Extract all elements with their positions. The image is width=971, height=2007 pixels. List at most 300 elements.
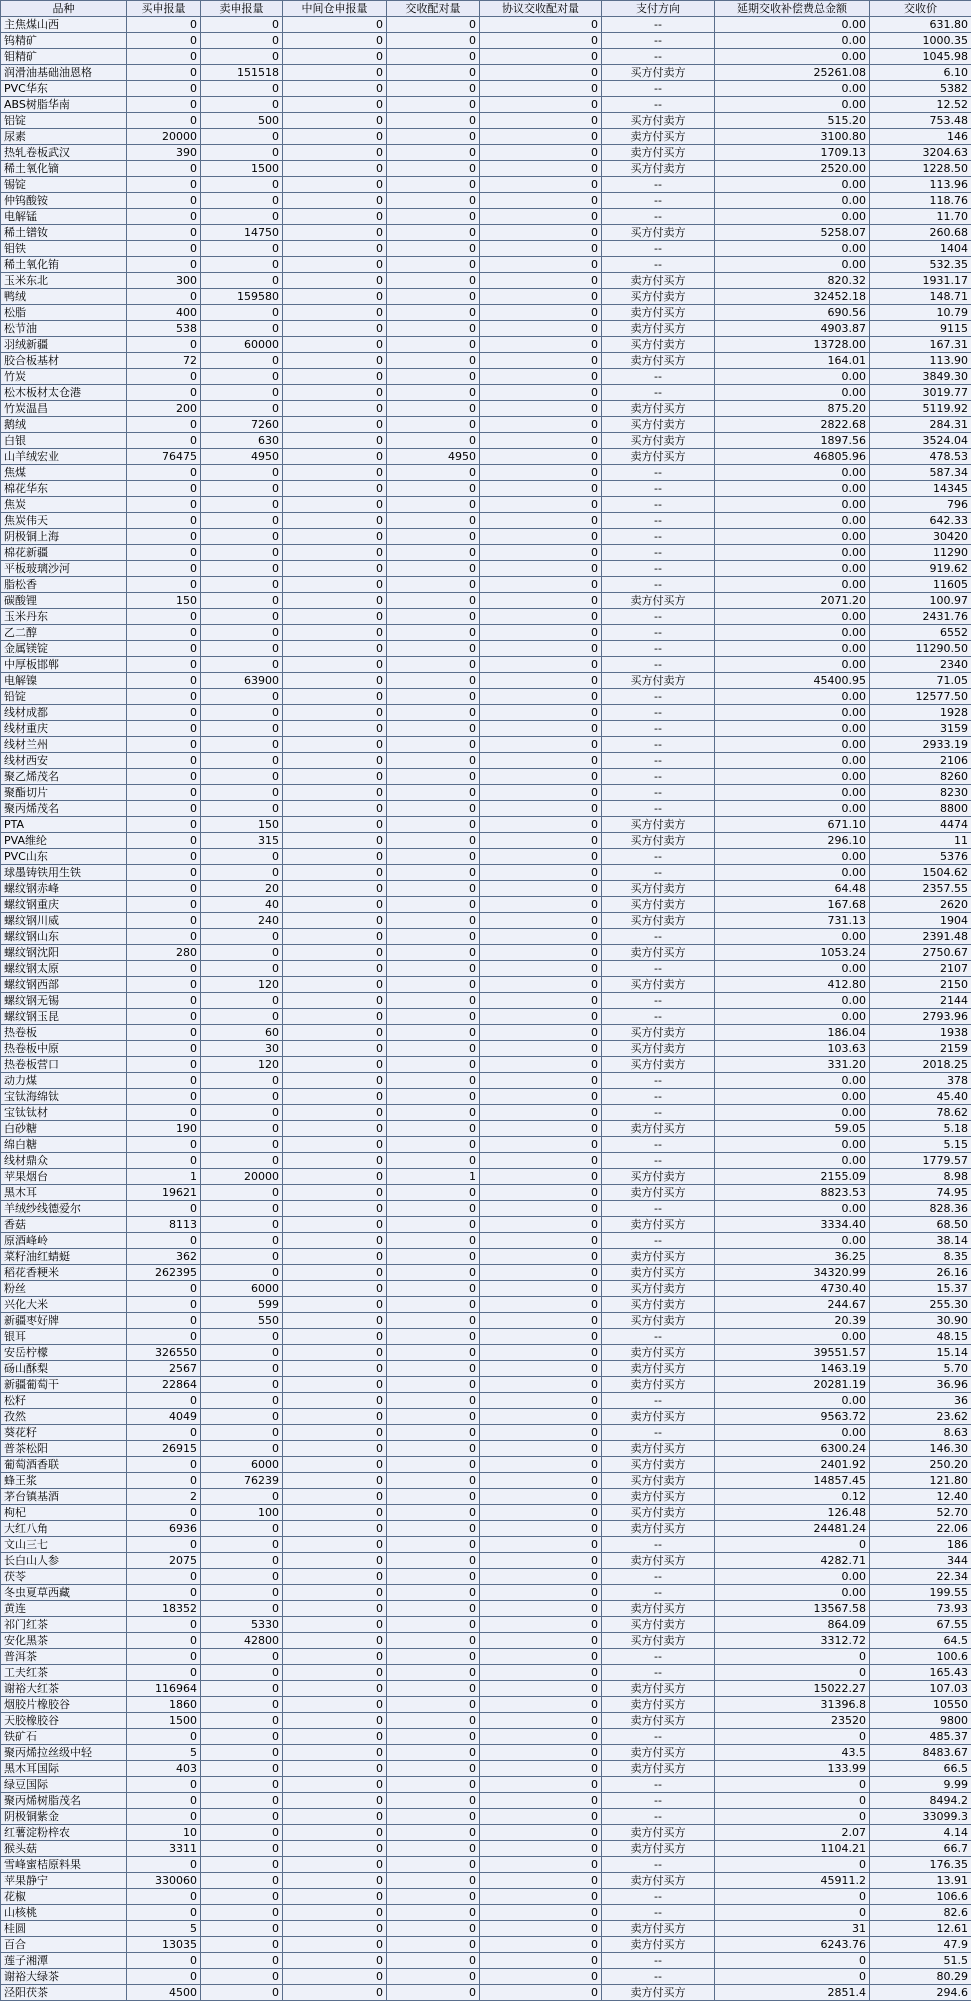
table-row: [1, 1329, 971, 1345]
settlement-price-cell: 67.55: [870, 1617, 971, 1633]
table-row: [1, 1937, 971, 1953]
settlement-price-cell: 66.5: [870, 1761, 971, 1777]
settlement-price-cell: 3204.63: [870, 145, 971, 161]
settlement-price-cell: 1779.57: [870, 1153, 971, 1169]
table-row: [1, 961, 971, 977]
buy-qty-cell: 5: [127, 1921, 201, 1937]
buy-qty-cell: 400: [127, 305, 201, 321]
matched-qty-cell: 0: [387, 577, 480, 593]
sell-qty-cell: 0: [201, 17, 283, 33]
sell-qty-cell: 0: [201, 785, 283, 801]
mid-warehouse-qty-cell: 0: [283, 545, 387, 561]
agreement-matched-qty-cell: 0: [480, 193, 602, 209]
matched-qty-cell: 0: [387, 673, 480, 689]
variety-cell: 胶合板基材: [1, 353, 127, 369]
variety-cell: 松籽: [1, 1393, 127, 1409]
compensation-total-cell: 0.00: [715, 465, 870, 481]
table-row: [1, 401, 971, 417]
sell-qty-cell: 20: [201, 881, 283, 897]
table-row: [1, 417, 971, 433]
compensation-total-cell: 1104.21: [715, 1841, 870, 1857]
table-row: [1, 1729, 971, 1745]
matched-qty-cell: 0: [387, 977, 480, 993]
table-row: [1, 705, 971, 721]
settlement-price-cell: 2391.48: [870, 929, 971, 945]
agreement-matched-qty-cell: 0: [480, 449, 602, 465]
table-row: [1, 753, 971, 769]
matched-qty-cell: 0: [387, 1697, 480, 1713]
payment-direction-cell: --: [602, 465, 715, 481]
buy-qty-cell: 0: [127, 1073, 201, 1089]
variety-cell: 竹炭: [1, 369, 127, 385]
sell-qty-cell: 0: [201, 369, 283, 385]
mid-warehouse-qty-cell: 0: [283, 49, 387, 65]
mid-warehouse-qty-cell: 0: [283, 1841, 387, 1857]
sell-qty-cell: 6000: [201, 1457, 283, 1473]
mid-warehouse-qty-cell: 0: [283, 1777, 387, 1793]
payment-direction-cell: --: [602, 1889, 715, 1905]
matched-qty-cell: 0: [387, 177, 480, 193]
matched-qty-cell: 0: [387, 1633, 480, 1649]
variety-cell: 茯苓: [1, 1569, 127, 1585]
table-row: [1, 1297, 971, 1313]
matched-qty-cell: 0: [387, 897, 480, 913]
settlement-price-cell: 113.96: [870, 177, 971, 193]
payment-direction-cell: 买方付卖方: [602, 1169, 715, 1185]
compensation-total-cell: 671.10: [715, 817, 870, 833]
settlement-price-cell: 5.18: [870, 1121, 971, 1137]
table-row: [1, 913, 971, 929]
table-row: [1, 369, 971, 385]
buy-qty-cell: 330060: [127, 1873, 201, 1889]
payment-direction-cell: --: [602, 97, 715, 113]
agreement-matched-qty-cell: 0: [480, 961, 602, 977]
agreement-matched-qty-cell: 0: [480, 161, 602, 177]
table-row: [1, 1617, 971, 1633]
settlement-price-cell: 107.03: [870, 1681, 971, 1697]
compensation-total-cell: 45400.95: [715, 673, 870, 689]
payment-direction-cell: 买方付卖方: [602, 881, 715, 897]
buy-qty-cell: 0: [127, 1793, 201, 1809]
payment-direction-cell: 卖方付买方: [602, 1937, 715, 1953]
buy-qty-cell: 0: [127, 1777, 201, 1793]
settlement-price-cell: 100.6: [870, 1649, 971, 1665]
compensation-total-cell: 412.80: [715, 977, 870, 993]
table-row: [1, 1553, 971, 1569]
sell-qty-cell: 0: [201, 1233, 283, 1249]
payment-direction-cell: --: [602, 769, 715, 785]
variety-cell: 鹅绒: [1, 417, 127, 433]
table-row: [1, 833, 971, 849]
matched-qty-cell: 0: [387, 1889, 480, 1905]
variety-cell: 白银: [1, 433, 127, 449]
table-row: [1, 1841, 971, 1857]
mid-warehouse-qty-cell: 0: [283, 1601, 387, 1617]
sell-qty-cell: 0: [201, 1761, 283, 1777]
table-row: [1, 1537, 971, 1553]
payment-direction-cell: 卖方付买方: [602, 1761, 715, 1777]
variety-cell: 钨精矿: [1, 33, 127, 49]
agreement-matched-qty-cell: 0: [480, 1937, 602, 1953]
compensation-total-cell: 0.12: [715, 1489, 870, 1505]
settlement-price-cell: 30420: [870, 529, 971, 545]
payment-direction-cell: --: [602, 1905, 715, 1921]
buy-qty-cell: 362: [127, 1249, 201, 1265]
table-row: [1, 337, 971, 353]
sell-qty-cell: 0: [201, 1265, 283, 1281]
compensation-total-cell: 126.48: [715, 1505, 870, 1521]
compensation-total-cell: 1897.56: [715, 433, 870, 449]
mid-warehouse-qty-cell: 0: [283, 897, 387, 913]
sell-qty-cell: 0: [201, 1809, 283, 1825]
settlement-price-cell: 118.76: [870, 193, 971, 209]
matched-qty-cell: 0: [387, 1361, 480, 1377]
compensation-total-cell: 0.00: [715, 705, 870, 721]
table-row: [1, 1345, 971, 1361]
variety-cell: 玉米东北: [1, 273, 127, 289]
payment-direction-cell: 买方付卖方: [602, 433, 715, 449]
variety-cell: 聚乙烯茂名: [1, 769, 127, 785]
compensation-total-cell: 0.00: [715, 529, 870, 545]
compensation-total-cell: 0.00: [715, 97, 870, 113]
agreement-matched-qty-cell: 0: [480, 1825, 602, 1841]
table-row: [1, 881, 971, 897]
agreement-matched-qty-cell: 0: [480, 1089, 602, 1105]
settlement-price-cell: 22.06: [870, 1521, 971, 1537]
payment-direction-cell: 卖方付买方: [602, 449, 715, 465]
matched-qty-cell: 0: [387, 753, 480, 769]
buy-qty-cell: 0: [127, 545, 201, 561]
mid-warehouse-qty-cell: 0: [283, 1569, 387, 1585]
table-row: [1, 1377, 971, 1393]
settlement-price-cell: 15.37: [870, 1281, 971, 1297]
payment-direction-cell: --: [602, 1793, 715, 1809]
matched-qty-cell: 0: [387, 1473, 480, 1489]
matched-qty-cell: 0: [387, 1729, 480, 1745]
mid-warehouse-qty-cell: 0: [283, 369, 387, 385]
mid-warehouse-qty-cell: 0: [283, 1793, 387, 1809]
sell-qty-cell: 0: [201, 1569, 283, 1585]
variety-cell: 竹炭温昌: [1, 401, 127, 417]
settlement-price-cell: 12.52: [870, 97, 971, 113]
sell-qty-cell: 4950: [201, 449, 283, 465]
buy-qty-cell: 1: [127, 1169, 201, 1185]
variety-cell: 棉花新疆: [1, 545, 127, 561]
table-row: [1, 193, 971, 209]
buy-qty-cell: 0: [127, 785, 201, 801]
buy-qty-cell: 0: [127, 961, 201, 977]
agreement-matched-qty-cell: 0: [480, 65, 602, 81]
matched-qty-cell: 0: [387, 1537, 480, 1553]
matched-qty-cell: 0: [387, 1921, 480, 1937]
mid-warehouse-qty-cell: 0: [283, 1073, 387, 1089]
agreement-matched-qty-cell: 0: [480, 1857, 602, 1873]
agreement-matched-qty-cell: 0: [480, 673, 602, 689]
matched-qty-cell: 0: [387, 1025, 480, 1041]
buy-qty-cell: 0: [127, 1729, 201, 1745]
matched-qty-cell: 0: [387, 1857, 480, 1873]
variety-cell: 聚丙烯茂名: [1, 801, 127, 817]
matched-qty-cell: 0: [387, 1073, 480, 1089]
compensation-total-cell: 64.48: [715, 881, 870, 897]
compensation-total-cell: 20.39: [715, 1313, 870, 1329]
sell-qty-cell: 0: [201, 1905, 283, 1921]
settlement-price-cell: 642.33: [870, 513, 971, 529]
payment-direction-cell: 买方付卖方: [602, 289, 715, 305]
table-row: [1, 113, 971, 129]
variety-cell: 稀土镨钕: [1, 225, 127, 241]
compensation-total-cell: 0.00: [715, 929, 870, 945]
buy-qty-cell: 18352: [127, 1601, 201, 1617]
matched-qty-cell: 0: [387, 833, 480, 849]
variety-cell: 松节油: [1, 321, 127, 337]
sell-qty-cell: 0: [201, 1921, 283, 1937]
agreement-matched-qty-cell: 0: [480, 353, 602, 369]
matched-qty-cell: 0: [387, 641, 480, 657]
sell-qty-cell: 0: [201, 1873, 283, 1889]
mid-warehouse-qty-cell: 0: [283, 1361, 387, 1377]
settlement-price-cell: 294.6: [870, 1985, 971, 2001]
mid-warehouse-qty-cell: 0: [283, 1057, 387, 1073]
variety-cell: 红薯淀粉梓农: [1, 1825, 127, 1841]
payment-direction-cell: 卖方付买方: [602, 1121, 715, 1137]
buy-qty-cell: 0: [127, 881, 201, 897]
table-row: [1, 945, 971, 961]
col-header-payment-direction: 支付方向: [602, 1, 715, 17]
settlement-price-cell: 9800: [870, 1713, 971, 1729]
buy-qty-cell: 1500: [127, 1713, 201, 1729]
buy-qty-cell: 13035: [127, 1937, 201, 1953]
compensation-total-cell: 731.13: [715, 913, 870, 929]
payment-direction-cell: --: [602, 721, 715, 737]
variety-cell: 莲子湘潭: [1, 1953, 127, 1969]
settlement-price-cell: 8483.67: [870, 1745, 971, 1761]
matched-qty-cell: 0: [387, 1841, 480, 1857]
mid-warehouse-qty-cell: 0: [283, 689, 387, 705]
compensation-total-cell: 0.00: [715, 1393, 870, 1409]
agreement-matched-qty-cell: 0: [480, 49, 602, 65]
buy-qty-cell: 0: [127, 689, 201, 705]
table-row: [1, 273, 971, 289]
matched-qty-cell: 0: [387, 1297, 480, 1313]
settlement-price-cell: 30.90: [870, 1313, 971, 1329]
settlement-price-cell: 146: [870, 129, 971, 145]
mid-warehouse-qty-cell: 0: [283, 1105, 387, 1121]
settlement-price-cell: 148.71: [870, 289, 971, 305]
matched-qty-cell: 0: [387, 465, 480, 481]
sell-qty-cell: 151518: [201, 65, 283, 81]
sell-qty-cell: 0: [201, 1985, 283, 2001]
agreement-matched-qty-cell: 0: [480, 1681, 602, 1697]
variety-cell: 螺纹钢山东: [1, 929, 127, 945]
compensation-total-cell: 2520.00: [715, 161, 870, 177]
buy-qty-cell: 0: [127, 657, 201, 673]
payment-direction-cell: --: [602, 1953, 715, 1969]
buy-qty-cell: 0: [127, 33, 201, 49]
matched-qty-cell: 0: [387, 257, 480, 273]
sell-qty-cell: 0: [201, 705, 283, 721]
mid-warehouse-qty-cell: 0: [283, 1473, 387, 1489]
payment-direction-cell: 卖方付买方: [602, 1601, 715, 1617]
payment-direction-cell: --: [602, 865, 715, 881]
table-row: [1, 657, 971, 673]
payment-direction-cell: 买方付卖方: [602, 113, 715, 129]
variety-cell: 棉花华东: [1, 481, 127, 497]
compensation-total-cell: 0: [715, 1777, 870, 1793]
table-row: [1, 33, 971, 49]
matched-qty-cell: 0: [387, 1809, 480, 1825]
table-row: [1, 257, 971, 273]
sell-qty-cell: 0: [201, 401, 283, 417]
agreement-matched-qty-cell: 0: [480, 1153, 602, 1169]
payment-direction-cell: 卖方付买方: [602, 1745, 715, 1761]
buy-qty-cell: 403: [127, 1761, 201, 1777]
table-row: [1, 385, 971, 401]
table-row: [1, 129, 971, 145]
sell-qty-cell: 30: [201, 1041, 283, 1057]
buy-qty-cell: 0: [127, 257, 201, 273]
variety-cell: 枸杞: [1, 1505, 127, 1521]
mid-warehouse-qty-cell: 0: [283, 289, 387, 305]
agreement-matched-qty-cell: 0: [480, 1809, 602, 1825]
matched-qty-cell: 0: [387, 97, 480, 113]
compensation-total-cell: 0.00: [715, 737, 870, 753]
payment-direction-cell: --: [602, 513, 715, 529]
settlement-price-cell: 4474: [870, 817, 971, 833]
table-row: [1, 17, 971, 33]
matched-qty-cell: 0: [387, 849, 480, 865]
matched-qty-cell: 0: [387, 1681, 480, 1697]
buy-qty-cell: 0: [127, 1041, 201, 1057]
sell-qty-cell: 0: [201, 609, 283, 625]
compensation-total-cell: 331.20: [715, 1057, 870, 1073]
compensation-total-cell: 1463.19: [715, 1361, 870, 1377]
mid-warehouse-qty-cell: 0: [283, 1937, 387, 1953]
payment-direction-cell: --: [602, 369, 715, 385]
payment-direction-cell: 买方付卖方: [602, 977, 715, 993]
matched-qty-cell: 0: [387, 1377, 480, 1393]
payment-direction-cell: --: [602, 1089, 715, 1105]
agreement-matched-qty-cell: 0: [480, 625, 602, 641]
agreement-matched-qty-cell: 0: [480, 1649, 602, 1665]
table-row: [1, 433, 971, 449]
variety-cell: 螺纹钢太原: [1, 961, 127, 977]
matched-qty-cell: 0: [387, 1009, 480, 1025]
mid-warehouse-qty-cell: 0: [283, 1537, 387, 1553]
table-row: [1, 305, 971, 321]
matched-qty-cell: 0: [387, 81, 480, 97]
agreement-matched-qty-cell: 0: [480, 1761, 602, 1777]
table-row: [1, 481, 971, 497]
settlement-price-cell: 1404: [870, 241, 971, 257]
sell-qty-cell: 7260: [201, 417, 283, 433]
table-row: [1, 865, 971, 881]
settlement-price-cell: 5.15: [870, 1137, 971, 1153]
mid-warehouse-qty-cell: 0: [283, 769, 387, 785]
sell-qty-cell: 0: [201, 1793, 283, 1809]
matched-qty-cell: 0: [387, 241, 480, 257]
settlement-price-cell: 2018.25: [870, 1057, 971, 1073]
buy-qty-cell: 0: [127, 1281, 201, 1297]
buy-qty-cell: 0: [127, 1889, 201, 1905]
compensation-total-cell: 0.00: [715, 657, 870, 673]
buy-qty-cell: 0: [127, 1297, 201, 1313]
matched-qty-cell: 0: [387, 481, 480, 497]
sell-qty-cell: 0: [201, 81, 283, 97]
variety-cell: 安岳柠檬: [1, 1345, 127, 1361]
settlement-price-cell: 15.14: [870, 1345, 971, 1361]
matched-qty-cell: 0: [387, 1281, 480, 1297]
buy-qty-cell: 0: [127, 369, 201, 385]
table-row: [1, 161, 971, 177]
variety-cell: 普茶松阳: [1, 1441, 127, 1457]
table-row: [1, 1857, 971, 1873]
mid-warehouse-qty-cell: 0: [283, 433, 387, 449]
settlement-price-cell: 1228.50: [870, 161, 971, 177]
compensation-total-cell: 0.00: [715, 1425, 870, 1441]
payment-direction-cell: 买方付卖方: [602, 1057, 715, 1073]
agreement-matched-qty-cell: 0: [480, 97, 602, 113]
buy-qty-cell: 0: [127, 241, 201, 257]
variety-cell: 普洱茶: [1, 1649, 127, 1665]
variety-cell: 尿素: [1, 129, 127, 145]
variety-cell: 热轧卷板武汉: [1, 145, 127, 161]
mid-warehouse-qty-cell: 0: [283, 1025, 387, 1041]
payment-direction-cell: --: [602, 481, 715, 497]
payment-direction-cell: 买方付卖方: [602, 1505, 715, 1521]
matched-qty-cell: 0: [387, 1489, 480, 1505]
mid-warehouse-qty-cell: 0: [283, 1089, 387, 1105]
payment-direction-cell: --: [602, 257, 715, 273]
matched-qty-cell: 0: [387, 625, 480, 641]
table-row: [1, 321, 971, 337]
matched-qty-cell: 0: [387, 1457, 480, 1473]
matched-qty-cell: 0: [387, 1089, 480, 1105]
compensation-total-cell: 0.00: [715, 81, 870, 97]
compensation-total-cell: 820.32: [715, 273, 870, 289]
payment-direction-cell: 卖方付买方: [602, 1441, 715, 1457]
sell-qty-cell: 42800: [201, 1633, 283, 1649]
matched-qty-cell: 0: [387, 305, 480, 321]
sell-qty-cell: 0: [201, 945, 283, 961]
settlement-price-cell: 260.68: [870, 225, 971, 241]
compensation-total-cell: 875.20: [715, 401, 870, 417]
buy-qty-cell: 0: [127, 1569, 201, 1585]
variety-cell: 绿豆国际: [1, 1777, 127, 1793]
variety-cell: 烟胶片橡胶谷: [1, 1697, 127, 1713]
buy-qty-cell: 300: [127, 273, 201, 289]
buy-qty-cell: 26915: [127, 1441, 201, 1457]
matched-qty-cell: 0: [387, 129, 480, 145]
variety-cell: ABS树脂华南: [1, 97, 127, 113]
mid-warehouse-qty-cell: 0: [283, 705, 387, 721]
table-row: [1, 801, 971, 817]
matched-qty-cell: 0: [387, 705, 480, 721]
compensation-total-cell: 0.00: [715, 577, 870, 593]
variety-cell: 脂松香: [1, 577, 127, 593]
buy-qty-cell: 0: [127, 97, 201, 113]
settlement-price-cell: 8800: [870, 801, 971, 817]
table-row: [1, 1457, 971, 1473]
mid-warehouse-qty-cell: 0: [283, 1393, 387, 1409]
matched-qty-cell: 0: [387, 1425, 480, 1441]
sell-qty-cell: 0: [201, 1521, 283, 1537]
payment-direction-cell: --: [602, 209, 715, 225]
compensation-total-cell: 0.00: [715, 1073, 870, 1089]
payment-direction-cell: --: [602, 49, 715, 65]
settlement-price-cell: 12577.50: [870, 689, 971, 705]
payment-direction-cell: --: [602, 577, 715, 593]
